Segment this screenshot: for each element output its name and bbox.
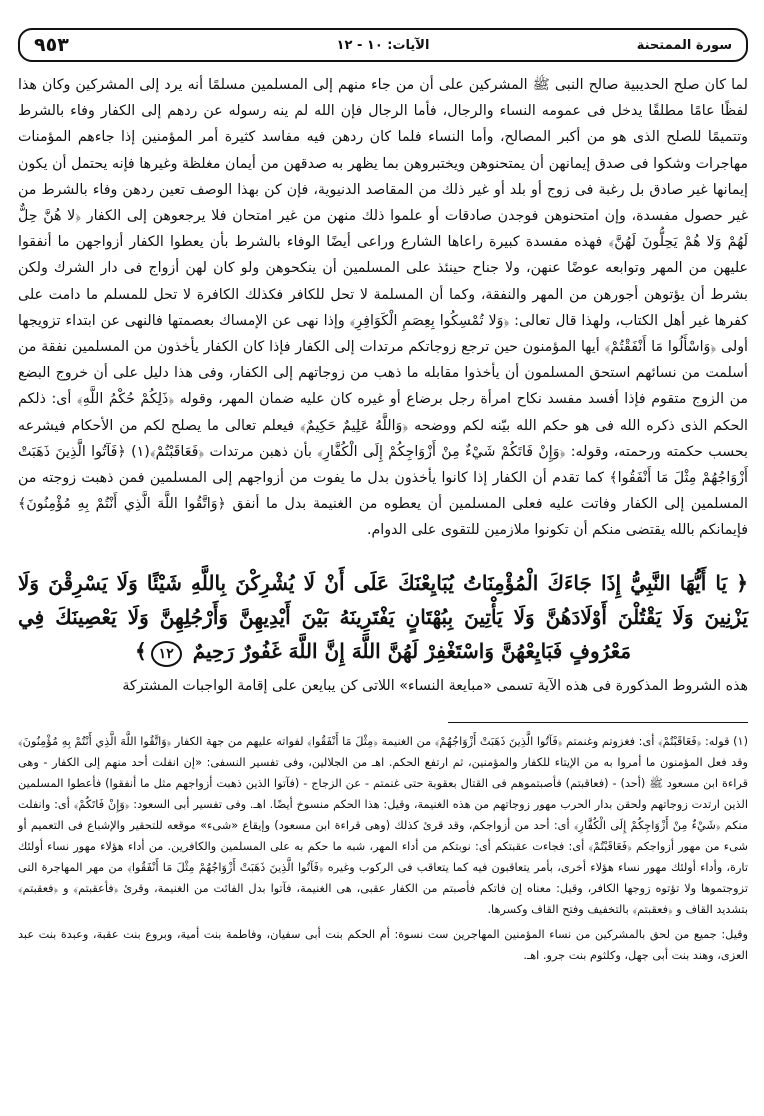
footnote-divider bbox=[448, 722, 748, 723]
footnotes bbox=[18, 731, 748, 966]
closing-bracket: ﴾ bbox=[134, 638, 147, 663]
page-number: ٩٥٣ bbox=[34, 34, 69, 56]
book-page bbox=[18, 28, 748, 1108]
quran-verse bbox=[18, 566, 748, 668]
quran-verse-block bbox=[18, 566, 748, 668]
post-verse-text: هذه الشروط المذكورة فى هذه الآية تسمى «مبايعة النساء» اللاتى كن يبايعن على إقامة الواجبات المشتركة bbox=[122, 677, 748, 694]
surah-name: سورة الممتحنة bbox=[636, 37, 732, 53]
ayah-number-marker: ١٢ bbox=[151, 641, 182, 667]
quran-verse-text: ﴿ يَا أَيُّهَا النَّبِيُّ إِذَا جَاءَكَ الْمُؤْمِنَاتُ يُبَايِعْنَكَ عَلَى أَنْ لَا يُشْرِكْنَ بِاللَّهِ شَيْئًا وَلَا يَسْرِقْنَ وَلَا يَزْنِينَ وَلَا يَقْتُلْنَ أَوْلَادَهُنَّ وَلَا يَأْتِينَ بِبُهْتَانٍ يَفْتَرِينَهُ بَيْنَ أَيْدِيهِنَّ وَأَرْجُلِهِنَّ وَلَا يَعْصِينَكَ فِي مَعْرُوفٍ فَبَايِعْهُنَّ وَاسْتَغْفِرْ لَهُنَّ اللَّهَ إِنَّ اللَّهَ غَفُورٌ رَحِيمٌ bbox=[18, 570, 748, 663]
footnote-2: وقيل: جميع من لحق بالمشركين من نساء المؤمنين المهاجرين ست نسوة: أم الحكم بنت أبى سفيان، وفاطمة بنت أمية، وبروع بنت عقبة، وعبدة بنت عبد العزى، وهند بنت أبى جهل، وكلثوم بنت جرو. اهـ. bbox=[18, 927, 748, 962]
ayat-range: الآيات: ١٠ - ١٢ bbox=[336, 37, 430, 53]
page-header bbox=[18, 28, 748, 62]
footnote-1: (١) قوله: ﴿فَعَاقَبْتُمْ﴾ أى: فغزوتم وغنمتم ﴿فَآتُوا الَّذِينَ ذَهَبَتْ أَزْوَاجُهُمْ﴾ من الغنيمة ﴿مِثْلَ مَا أَنْفَقُوا﴾ لفواته عليهم من جهة الكفار ﴿وَاتَّقُوا اللَّهَ الَّذِي أَنْتُمْ بِهِ مُؤْمِنُونَ﴾ وقد فعل المؤمنون ما أمروا به من الإيتاء للكفار والمؤمنين، ثم ارتفع الحكم. اهـ من الجلالين، وفى تفسير النسفى: «إن انفلت أحد منهم إلى الكفار - وهى قراءة ابن مسعود ﷺ (أحد) - (فعاقبتم) فأصبتموهم فى القتال بعقوبة حتى غنمتم - عن الزجاج - (فآتوا الذين ذهبت أزواجهم مثل ما أنفقوا) فأعطوا المسلمين الذين ارتدت زوجاتهم ولحقن بدار الحرب مهور زوجاتهم من هذه الغنيمة، وقيل: هذا الحكم منسوخ أيضًا. اهـ. وفى تفسير أبى السعود: ﴿وَإِنْ فَاتَكُمْ﴾ أى: وانفلت منكم ﴿شَيْءٌ مِنْ أَزْوَاجِكُمْ إِلَى الْكُفَّارِ﴾ أى: أحد من أزواجكم، وقد قرئ كذلك (وهى قراءة ابن مسعود) وإيقاع «شىء» موقعه للتحقير والإشباع فى التعميم أو شىء من مهور أزواجكم ﴿فَعَاقَبْتُمْ﴾ أى: فجاءت عقبتكم أى: نوبتكم من أداء المهر، شبه ما حكم به على المسلمين والكافرين. من أداء هؤلاء مهور نساء أولئك تارة، وأداء أولئك مهور نساء هؤلاء أخرى، بأمر يتعاقبون فيه كما يتعاقب فى الركوب وغيره ﴿فَآتُوا الَّذِينَ ذَهَبَتْ أَزْوَاجُهُمْ مِثْلَ مَا أَنْفَقُوا﴾ من مهر المهاجرة التى تزوجتموها ولا تؤتوه زوجها الكافر، وقيل: معناه إن فاتكم فأصبتم من الكفار عقبى، هى الغنيمة، فآتوا بدل الفائت من الغنيمة، وقرئ ﴿فأعقبتم﴾ و ﴿فعقبتم﴾ بتشديد القاف و ﴿فعقبتم﴾ بالتخفيف وفتح القاف وكسرها. bbox=[18, 734, 748, 916]
tafsir-body bbox=[18, 72, 748, 544]
tafsir-paragraph: لما كان صلح الحديبية صالح النبى ﷺ المشركين على أن من جاء منهم إلى المسلمين مسلمًا أنه يرد إلى المشركين وكان هذا لفظًا عامًا مطلقًا يدخل فى عمومه النساء والرجال، فأما الرجال فإن الله لم ينه رسوله عن ردهم إلى الكفار وفاء بالشرط وتتميمًا للصلح الذى هو من أكبر المصالح، وأما النساء فلما كان ردهن فيه مفاسد كثيرة أمر المؤمنين إذا جاءهم المؤمنات مهاجرات وشكوا فى صدق إيمانهن أن يمتحنوهن ويختبروهن بما يظهر به صدقهن من أيمان مغلظة وغيرها فإنه يحتمل أن يكون إيمانها غير صادق بل رغبة فى زوج أو بلد أو غير ذلك من المقاصد الدنيوية، فإن كن بهذا الوصف تعين ردهن وفاء بالشرط من غير حصول مفسدة، وإن امتحنوهن فوجدن صادقات أو علموا ذلك منهن من غير امتحان فلا يرجعوهن إلى الكفار ﴿لا هُنَّ حِلٌّ لَهُمْ وَلا هُمْ يَحِلُّونَ لَهُنَّ﴾ فهذه مفسدة كبيرة راعاها الشارع وراعى أيضًا الوفاء بالشرط بأن يعطوا الكفار أزواجهن ما أنفقوا عليهن من المهر وتوابعه عوضًا عنهن، ولا جناح حينئذ على المسلمين أن ينكحوهن ولو كان لهن أزواج فى دار الشرك ولكن بشرط أن يؤتوهن أجورهن من المهر والنفقة، وكما أن المسلمة لا تحل للكافر فكذلك الكافرة لا تحل للمسلم ما دامت على كفرها غير أهل الكتاب، ولهذا قال تعالى: ﴿وَلا تُمْسِكُوا بِعِصَمِ الْكَوَافِرِ﴾ وإذا نهى عن الإمساك بعصمتها فالنهى عن ابتداء تزويجها أولى ﴿وَاسْأَلُوا مَا أَنْفَقْتُمْ﴾ أيها المؤمنون حين ترجع زوجاتكم مرتدات إلى الكفار فإذا كان الكفار يأخذون من المسلمين نفقة من أسلمت من نسائهم استحق المسلمون أن يأخذوا مقابله ما ذهب من زوجاتهم إلى الكفار، وفى هذا دليل على أن خروج البضع من الزوج متقوم فإذا أفسد مفسد نكاح امرأة رجل برضاع أو غيره كان عليه ضمان المهر، وقوله ﴿ذَلِكُمْ حُكْمُ اللَّهِ﴾ أى: ذلكم الحكم الذى ذكره الله فى هو حكم الله بيّنه لكم ووضحه ﴿وَاللَّهُ عَلِيمٌ حَكِيمٌ﴾ فيعلم تعالى ما يصلح لكم من الأحكام فيشرعه بحسب حكمته ورحمته، وقوله: ﴿وَإِنْ فَاتَكُمْ شَيْءٌ مِنْ أَزْوَاجِكُمْ إِلَى الْكُفَّارِ﴾ بأن ذهبن مرتدات ﴿فَعَاقَبْتُمْ﴾(١) ﴿فَآتُوا الَّذِينَ ذَهَبَتْ أَزْوَاجُهُمْ مِثْلَ مَا أَنْفَقُوا﴾ كما تقدم أن الكفار إذا كانوا يأخذون بدل ما يفوت من أزواجهم إلى المسلمين فمن ذهبت زوجته من المسلمين إلى الكفار وفاتت عليه فعلى المسلمين أن يعطوه من الغنيمة بدل ما أنفق ﴿وَاتَّقُوا اللَّهَ الَّذِي أَنْتُمْ بِهِ مُؤْمِنُونَ﴾ فإيمانكم بالله يقتضى منكم أن تكونوا ملازمين للتقوى على الدوام. bbox=[18, 77, 748, 539]
